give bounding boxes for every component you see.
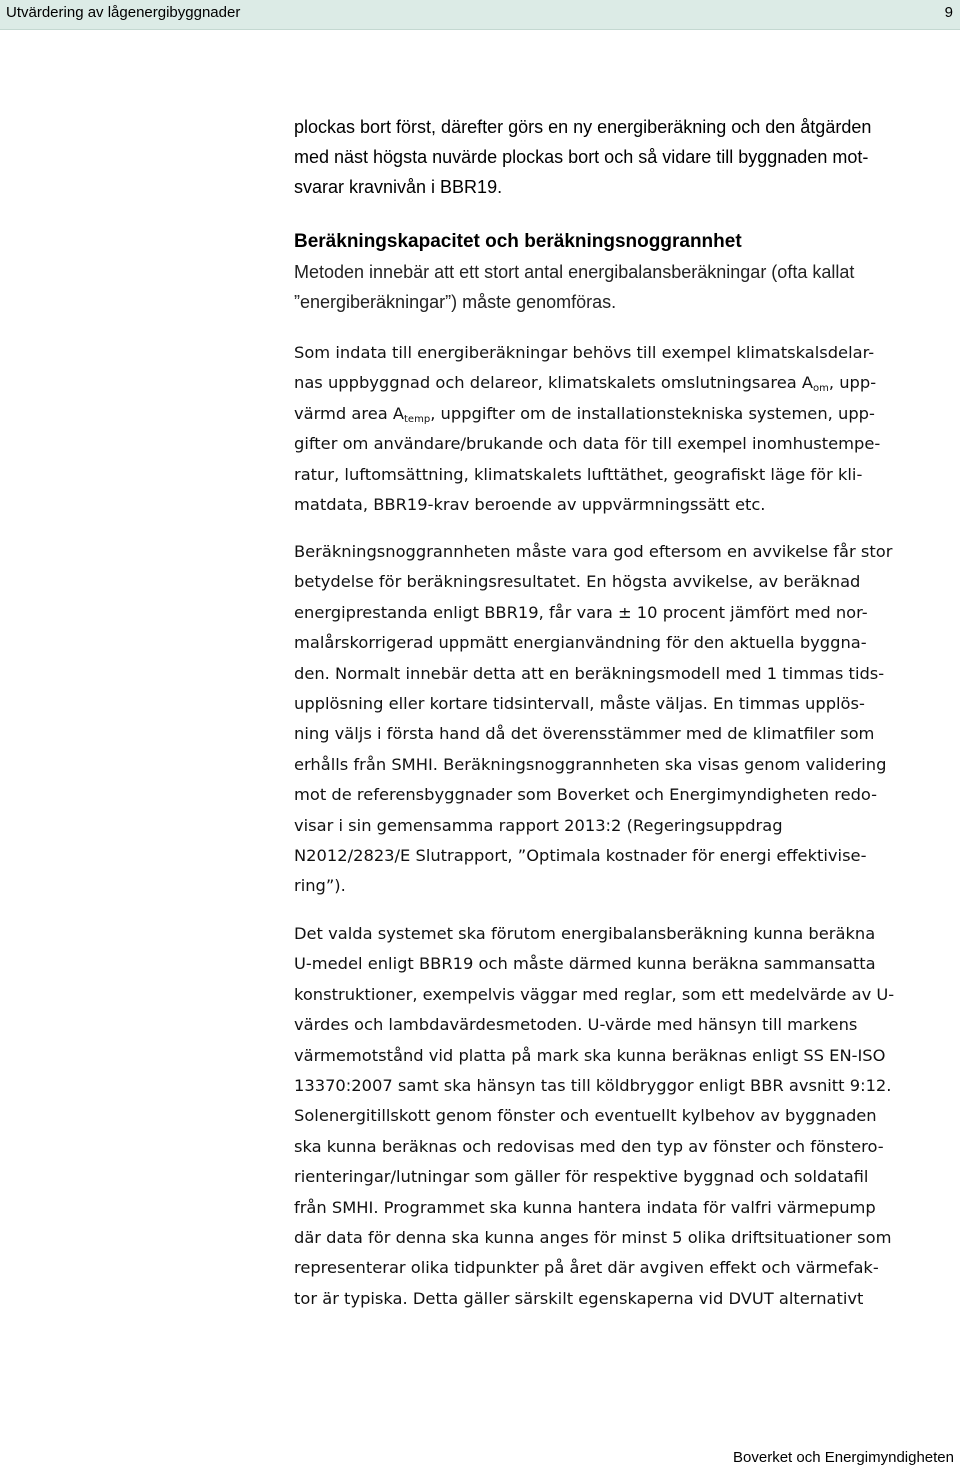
text-line: malårskorrigerad uppmätt energianvändning för den aktuella byggna- [294, 633, 867, 653]
text-line: med näst högsta nuvärde plockas bort och så vidare till byggnaden mot- [294, 147, 869, 167]
text-line: plockas bort först, därefter görs en ny energiberäkning och den åtgärden [294, 117, 872, 137]
text-line: energiprestanda enligt BBR19, får vara ± 10 procent jämfört med nor- [294, 602, 868, 622]
accuracy-paragraph [294, 537, 934, 902]
text-line: rienteringar/lutningar som gäller för respektive byggnad och soldatafil [294, 1167, 869, 1187]
text-line: representerar olika tidpunkter på året där avgiven effekt och värmefak- [294, 1258, 879, 1278]
page-number: 9 [944, 4, 953, 21]
text-line: visar i sin gemensamma rapport 2013:2 (Regeringsuppdrag [294, 815, 783, 835]
text-line: värdes och lambdavärdesmetoden. U-värde med hänsyn till markens [294, 1015, 858, 1035]
text-line: svarar kravnivån i BBR19. [294, 177, 503, 197]
section-heading [294, 227, 934, 257]
text-line: ring”). [294, 876, 346, 896]
text-line: erhålls från SMHI. Beräkningsnoggrannheten ska visas genom validering [294, 754, 887, 774]
text-line: gifter om användare/brukande och data för till exempel inomhustempe- [294, 434, 881, 454]
system-paragraph [294, 919, 934, 1314]
text-line: Metoden innebär att ett stort antal energibalansberäkningar (ofta kallat [294, 262, 855, 282]
document-title: Utvärdering av lågenergibyggnader [6, 4, 241, 21]
text-fragment: värmd area A [294, 403, 405, 423]
text-line: från SMHI. Programmet ska kunna hantera indata för valfri värmepump [294, 1197, 876, 1217]
text-line: betydelse för beräkningsresultatet. En högsta avvikelse, av beräknad [294, 572, 861, 592]
text-line: matdata, BBR19-krav beroende av uppvärmningssätt etc. [294, 494, 766, 514]
publisher-name: Boverket och Energimyndigheten [733, 1449, 954, 1466]
text-line [294, 399, 934, 429]
text-fragment: nas uppbyggnad och delareor, klimatskalets omslutningsarea A [294, 373, 814, 393]
method-paragraph [294, 257, 934, 317]
text-line: värmemotstånd vid platta på mark ska kunna beräknas enligt SS EN-ISO [294, 1045, 886, 1065]
text-line: Solenergitillskott genom fönster och eventuellt kylbehov av byggnaden [294, 1106, 877, 1126]
text-line: Beräkningsnoggrannheten måste vara god eftersom en avvikelse får stor [294, 542, 893, 561]
text-line: upplösning eller kortare tidsintervall, måste väljas. En timmas upplös- [294, 693, 865, 713]
text-line: den. Normalt innebär detta att en beräkningsmodell med 1 timmas tids- [294, 663, 885, 683]
text-line: 13370:2007 samt ska hänsyn tas till köldbryggor enligt BBR avsnitt 9:12. [294, 1075, 892, 1095]
text-line: ”energiberäkningar”) måste genomföras. [294, 292, 617, 312]
text-line [294, 368, 934, 398]
text-line: U-medel enligt BBR19 och måste därmed kunna beräkna sammansatta [294, 954, 876, 974]
text-line: ning väljs i första hand då det överensstämmer med de klimatfiler som [294, 724, 875, 744]
text-fragment: , upp- [828, 373, 877, 393]
text-line: tor är typiska. Detta gäller särskilt egenskaperna vid DVUT alternativt [294, 1288, 864, 1308]
text-line: ska kunna beräknas och redovisas med den typ av fönster och fönstero- [294, 1136, 884, 1156]
intro-paragraph [294, 112, 934, 202]
text-line: N2012/2823/E Slutrapport, ”Optimala kostnader för energi effektivise- [294, 845, 867, 865]
text-line: konstruktioner, exempelvis väggar med reglar, som ett medelvärde av U- [294, 984, 895, 1004]
subscript: om [813, 383, 829, 395]
text-line: Det valda systemet ska förutom energibalansberäkning kunna beräkna [294, 924, 876, 943]
text-line: Som indata till energiberäkningar behövs till exempel klimatskalsdelar- [294, 343, 875, 362]
text-line: ratur, luftomsättning, klimatskalets lufttäthet, geografiskt läge för kli- [294, 464, 863, 484]
text-line: där data för denna ska kunna anges för minst 5 olika driftsituationer som [294, 1227, 892, 1247]
heading-text: Beräkningskapacitet och beräkningsnoggrannhet [294, 231, 742, 252]
text-line: mot de referensbyggnader som Boverket och Energimyndigheten redo- [294, 785, 878, 805]
running-footer [733, 1449, 954, 1466]
indata-paragraph [294, 338, 934, 520]
running-header [0, 0, 960, 30]
text-fragment: , uppgifter om de installationstekniska systemen, upp- [430, 403, 875, 423]
subscript: temp [404, 413, 431, 425]
